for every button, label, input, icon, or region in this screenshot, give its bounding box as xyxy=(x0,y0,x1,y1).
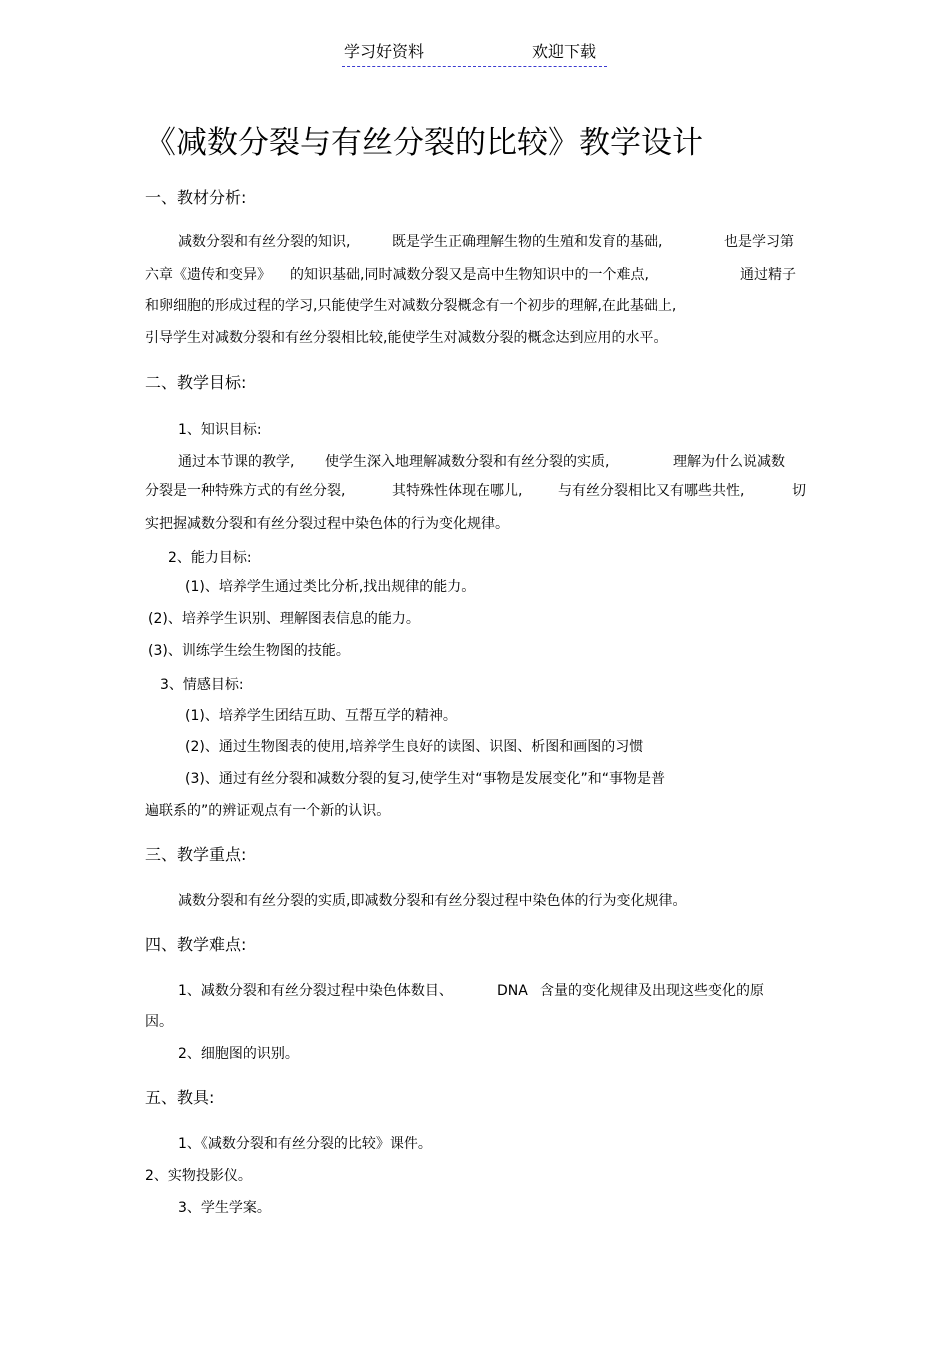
text-segment: 其特殊性体现在哪儿, xyxy=(392,483,523,499)
list-item: (3)、训练学生绘生物图的技能。 xyxy=(148,643,350,659)
list-item: (3)、通过有丝分裂和减数分裂的复习,使学生对“事物是发展变化”和“事物是普 xyxy=(185,771,666,787)
paragraph-line: 因。 xyxy=(145,1014,173,1030)
header-left-text: 学习好资料 xyxy=(344,42,425,61)
text-segment: 也是学习第 xyxy=(724,234,794,250)
subheading-ability: 2、能力目标: xyxy=(168,550,252,566)
text-segment: 既是学生正确理解生物的生殖和发育的基础, xyxy=(392,234,663,250)
text-segment: 六章《遗传和变异》 xyxy=(145,267,271,283)
header-right-text: 欢迎下载 xyxy=(532,42,597,61)
section-heading-analysis: 一、教材分析: xyxy=(145,188,247,207)
text-segment: 使学生深入地理解减数分裂和有丝分裂的实质, xyxy=(325,454,610,470)
section-heading-difficulties: 四、教学难点: xyxy=(145,935,247,954)
text-segment: DNA xyxy=(497,983,528,999)
paragraph-line: 遍联系的”的辨证观点有一个新的认识。 xyxy=(145,803,391,819)
list-item: (2)、通过生物图表的使用,培养学生良好的读图、识图、析图和画图的习惯 xyxy=(185,739,644,755)
paragraph-line: 和卵细胞的形成过程的学习,只能使学生对减数分裂概念有一个初步的理解,在此基础上, xyxy=(145,298,677,314)
text-segment: 切 xyxy=(792,483,806,499)
subheading-emotion: 3、情感目标: xyxy=(160,677,244,693)
list-item: (1)、培养学生通过类比分析,找出规律的能力。 xyxy=(185,579,476,595)
paragraph-line: 减数分裂和有丝分裂的实质,即减数分裂和有丝分裂过程中染色体的行为变化规律。 xyxy=(178,893,687,909)
section-heading-tools: 五、教具: xyxy=(145,1088,215,1107)
text-segment: 通过精子 xyxy=(740,267,796,283)
section-heading-key-points: 三、教学重点: xyxy=(145,845,247,864)
text-segment: 通过本节课的教学, xyxy=(178,454,295,470)
text-segment: 减数分裂和有丝分裂的知识, xyxy=(178,234,351,250)
section-heading-goals: 二、教学目标: xyxy=(145,373,247,392)
text-segment: 分裂是一种特殊方式的有丝分裂, xyxy=(145,483,346,499)
document-title: 《减数分裂与有丝分裂的比较》教学设计 xyxy=(145,125,703,161)
list-item: (2)、培养学生识别、理解图表信息的能力。 xyxy=(148,611,420,627)
page-header xyxy=(342,40,607,67)
text-segment: 含量的变化规律及出现这些变化的原 xyxy=(540,983,764,999)
list-item: 2、细胞图的识别。 xyxy=(178,1046,299,1062)
text-segment: 1、减数分裂和有丝分裂过程中染色体数目、 xyxy=(178,983,453,999)
list-item: 2、实物投影仪。 xyxy=(145,1168,252,1184)
list-item: 1、《减数分裂和有丝分裂的比较》课件。 xyxy=(178,1136,432,1152)
text-segment: 与有丝分裂相比又有哪些共性, xyxy=(558,483,745,499)
subheading-knowledge: 1、知识目标: xyxy=(178,422,262,438)
text-segment: 理解为什么说减数 xyxy=(673,454,785,470)
paragraph-line: 实把握减数分裂和有丝分裂过程中染色体的行为变化规律。 xyxy=(145,516,509,532)
paragraph-line: 引导学生对减数分裂和有丝分裂相比较,能使学生对减数分裂的概念达到应用的水平。 xyxy=(145,330,668,346)
text-segment: 的知识基础,同时减数分裂又是高中生物知识中的一个难点, xyxy=(290,267,649,283)
list-item: (1)、培养学生团结互助、互帮互学的精神。 xyxy=(185,708,457,724)
list-item: 3、学生学案。 xyxy=(178,1200,271,1216)
